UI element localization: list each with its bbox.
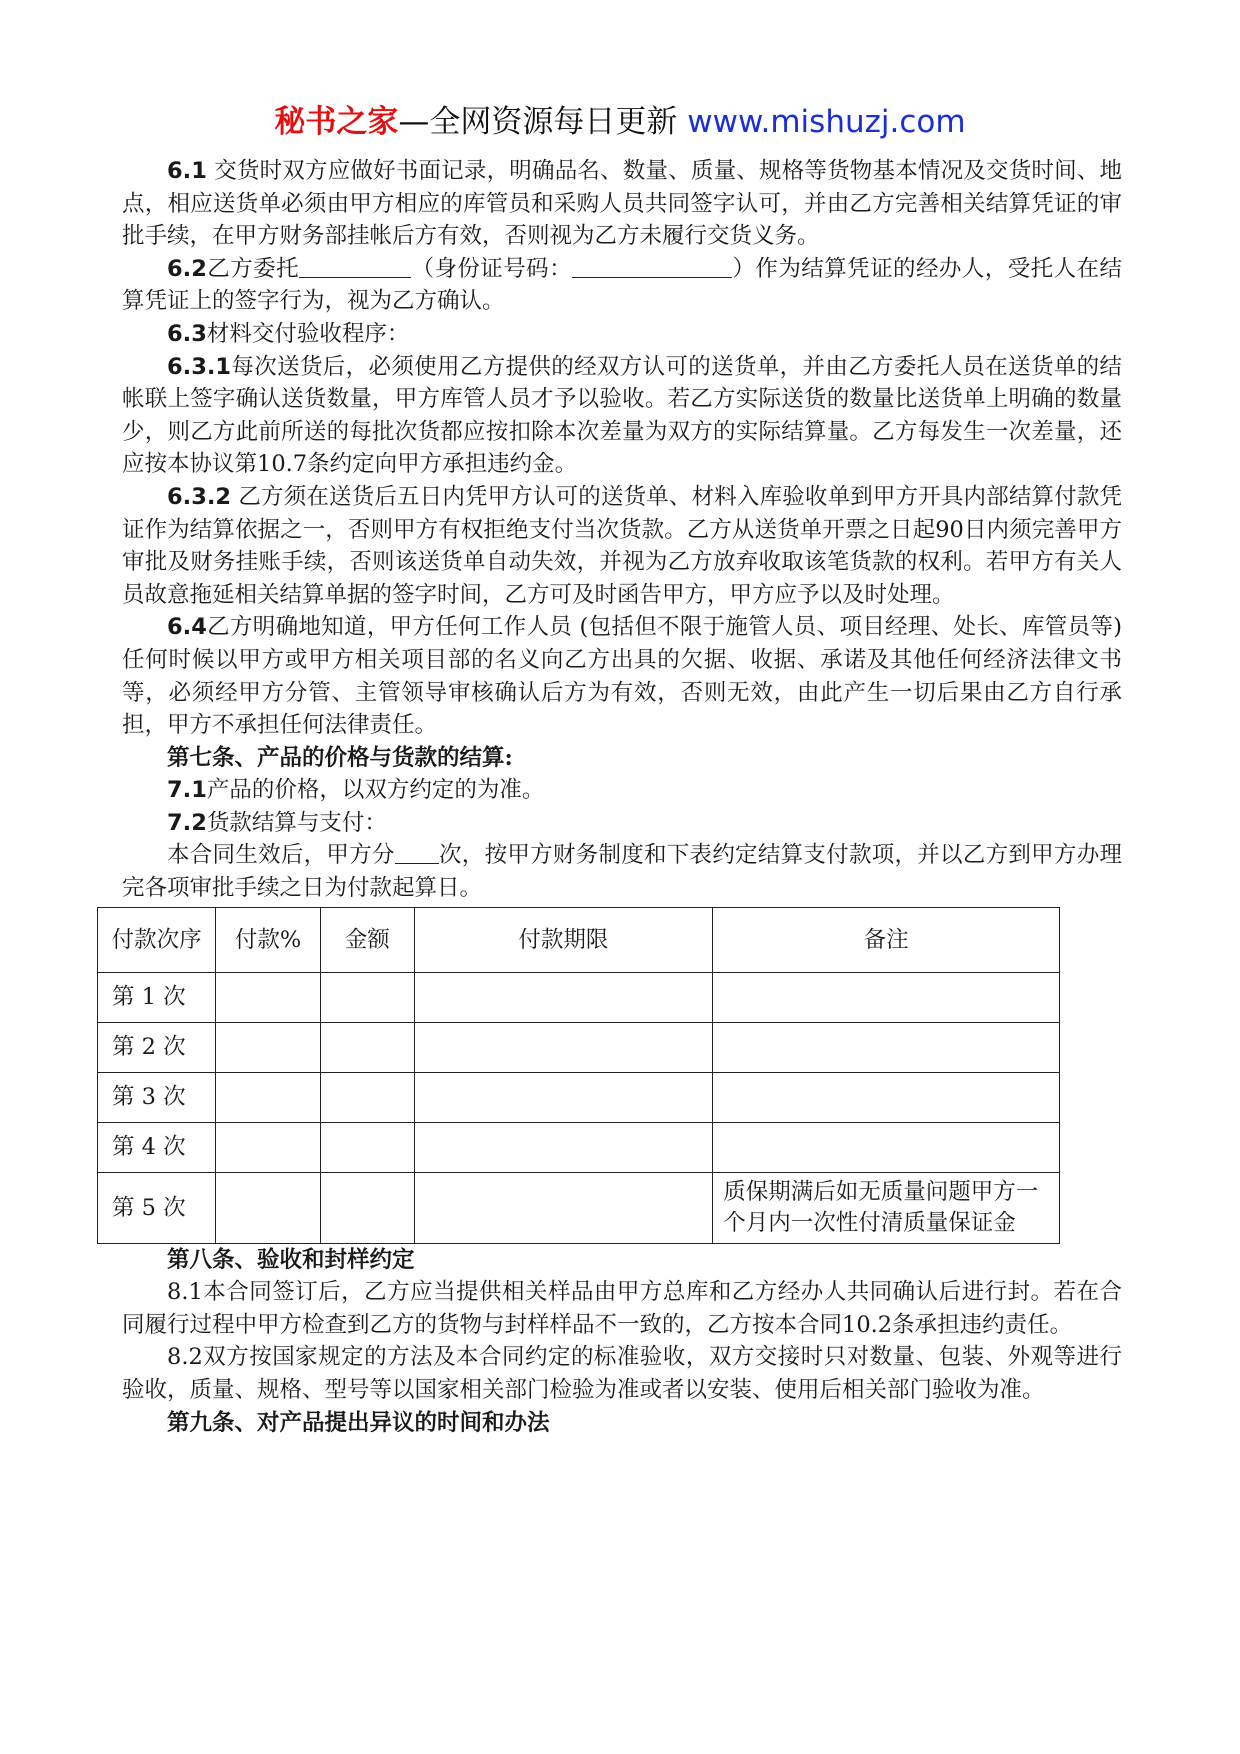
- table-row: [98, 1172, 1060, 1243]
- clause-6-3-2: [122, 481, 1122, 611]
- article-9-title: 第九条、对产品提出异议的时间和办法: [167, 1409, 550, 1436]
- cell-sequence: 第 5 次: [98, 1172, 216, 1243]
- id-number-blank: [572, 255, 732, 278]
- table-row: [98, 1072, 1060, 1122]
- clause-text: 乙方明确地知道，甲方任何工作人员 (包括但不限于施管人员、项目经理、处长、库管员等)任何时候以甲方或甲方相关项目部的名义向乙方出具的欠据、收据、承诺及其他任何经济法律文书等，必须经甲方分管、主管领导审核确认后方为有效，否则无效，由此产生一切后果由乙方自行承担，甲方不承担任何法律责任。: [122, 614, 1122, 739]
- cell-sequence: 第 2 次: [98, 1022, 216, 1072]
- clause-number: 6.3: [167, 320, 207, 347]
- clause-7-2: [122, 807, 1122, 840]
- cell-amount: [320, 1172, 414, 1243]
- column-header-deadline: 付款期限: [414, 907, 713, 972]
- cell-sequence: 第 1 次: [98, 972, 216, 1022]
- clause-text: 材料交付验收程序：: [206, 320, 410, 347]
- column-header-note: 备注: [713, 907, 1060, 972]
- site-banner: [0, 100, 1240, 144]
- clause-number: 6.3.1: [167, 353, 232, 380]
- clause-6-2: [122, 253, 1122, 318]
- clause-8-2: 8.2双方按国家规定的方法及本合同约定的标准验收，双方交接时只对数量、包装、外观等进行验收，质量、规格、型号等以国家相关部门检验为准或者以安装、使用后相关部门验收为准。: [122, 1344, 1122, 1404]
- cell-note: [713, 1122, 1060, 1172]
- clause-8-1: 8.1本合同签订后，乙方应当提供相关样品由甲方总库和乙方经办人共同确认后进行封。若在合同履行过程中甲方检查到乙方的货物与封样样品不一致的，乙方按本合同10.2条承担违约责任。: [122, 1279, 1122, 1338]
- cell-amount: [320, 972, 414, 1022]
- clause-text: 次，按甲方财务制度和下表约定结算支付款项，并以乙方到甲方办理完各项审批手续之日为付款起算日。: [122, 842, 1122, 902]
- cell-deadline: [414, 1122, 713, 1172]
- cell-percent: [216, 1072, 321, 1122]
- table-row: [98, 1122, 1060, 1172]
- article-7-title: 第七条、产品的价格与货款的结算:: [167, 744, 513, 771]
- banner-url[interactable]: www.mishuzj.com: [687, 104, 966, 140]
- clause-text: 乙方须在送货后五日内凭甲方认可的送货单、材料入库验收单到甲方开具内部结算付款凭证作为结算依据之一，否则甲方有权拒绝支付当次货款。乙方从送货单开票之日起90日内须完善甲方审批及财务挂账手续，否则该送货单自动失效，并视为乙方放弃收取该笔货款的权利。若甲方有关人员故意拖延相关结算单据的签字时间，乙方可及时函告甲方，甲方应予以及时处理。: [122, 483, 1122, 608]
- cell-amount: [320, 1022, 414, 1072]
- column-header-amount: 金额: [320, 907, 414, 972]
- clause-number: 6.4: [167, 614, 207, 641]
- clause-number: 7.2: [167, 809, 207, 836]
- clause-text: 产品的价格，以双方约定的为准。: [206, 777, 545, 804]
- clause-6-3: [122, 318, 1122, 351]
- cell-deadline: [414, 1172, 713, 1243]
- cell-amount: [320, 1122, 414, 1172]
- payment-table: [97, 907, 1060, 1244]
- clause-text: 本合同生效后，甲方分: [167, 842, 395, 869]
- cell-percent: [216, 1172, 321, 1243]
- clause-number: 6.1: [167, 158, 207, 184]
- cell-deadline: [414, 972, 713, 1022]
- cell-note: [713, 1072, 1060, 1122]
- cell-note: [713, 1022, 1060, 1072]
- clause-text: ）作为结算凭证的经办人，受托人在结算凭证上的签字行为，视为乙方确认。: [122, 255, 1122, 315]
- cell-percent: [216, 1122, 321, 1172]
- agent-name-blank: [299, 255, 411, 278]
- clause-number: 6.2: [167, 255, 207, 282]
- clause-number: 6.3.2: [167, 483, 232, 510]
- contract-body: [111, 155, 1122, 1439]
- clause-text: （身份证号码：: [411, 255, 573, 282]
- clause-6-1: [122, 155, 1122, 253]
- clause-7-1: [122, 774, 1122, 807]
- cell-percent: [216, 972, 321, 1022]
- clause-text: 交货时双方应做好书面记录，明确品名、数量、质量、规格等货物基本情况及交货时间、地点，相应送货单必须由甲方相应的库管员和采购人员共同签字认可，并由乙方完善相关结算凭证的审批手续，在甲方财务部挂帐后方有效，否则视为乙方未履行交货义务。: [122, 158, 1122, 250]
- banner-slogan: —全网资源每日更新: [398, 104, 688, 140]
- column-header-sequence: 付款次序: [98, 907, 216, 972]
- banner-brand: 秘书之家: [274, 104, 399, 140]
- clause-6-3-1: [122, 351, 1122, 481]
- cell-note: [713, 972, 1060, 1022]
- clause-text: 货款结算与支付：: [206, 809, 387, 836]
- table-header-row: [98, 907, 1060, 972]
- clause-text: 每次送货后，必须使用乙方提供的经双方认可的送货单，并由乙方委托人员在送货单的结帐联上签字确认送货数量，甲方库管人员才予以验收。若乙方实际送货的数量比送货单上明确的数量少，则乙方此前所送的每批次货都应按扣除本次差量为双方的实际结算量。乙方每发生一次差量，还应按本协议第10.7条约定向甲方承担违约金。: [122, 353, 1122, 478]
- cell-deadline: [414, 1022, 713, 1072]
- table-row: [98, 1022, 1060, 1072]
- cell-percent: [216, 1022, 321, 1072]
- table-row: [98, 972, 1060, 1022]
- clause-text: 乙方委托: [206, 255, 300, 282]
- cell-note: 质保期满后如无质量问题甲方一个月内一次性付清质量保证金: [713, 1172, 1060, 1243]
- clause-7-2-body: [122, 839, 1122, 904]
- clause-number: 7.1: [167, 777, 207, 804]
- column-header-percent: 付款%: [216, 907, 321, 972]
- clause-6-4: [122, 611, 1122, 741]
- installment-count-blank: [395, 841, 439, 864]
- cell-deadline: [414, 1072, 713, 1122]
- article-8-title: 第八条、验收和封样约定: [167, 1246, 415, 1273]
- cell-amount: [320, 1072, 414, 1122]
- cell-sequence: 第 3 次: [98, 1072, 216, 1122]
- cell-sequence: 第 4 次: [98, 1122, 216, 1172]
